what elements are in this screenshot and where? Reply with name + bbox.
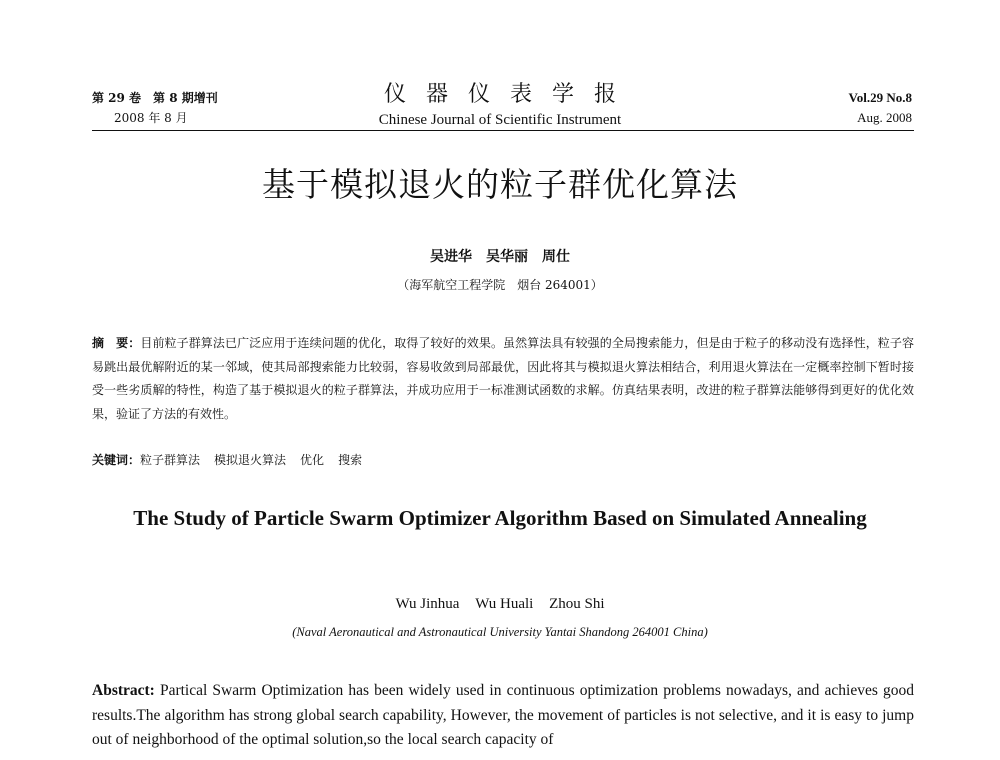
journal-name	[330, 80, 670, 130]
header-date-en: Aug. 2008	[857, 110, 912, 125]
journal-name-cn: 仪器仪表学报	[383, 82, 636, 107]
keywords-label-cn: 关键词：	[92, 453, 141, 467]
abstract-label-en: Abstract:	[92, 682, 155, 699]
author-name: Wu Jinhua	[395, 596, 460, 612]
journal-name-en: Chinese Journal of Scientific Instrument	[378, 112, 622, 128]
header-volume-issue-en: Vol.29 No.8	[848, 90, 912, 105]
authors-en	[100, 594, 900, 614]
header-volume-en	[752, 88, 912, 128]
keyword: 模拟退火算法	[214, 453, 287, 467]
header-volume-cn	[92, 88, 282, 128]
author-name: Zhou Shi	[549, 596, 605, 612]
keyword: 优化	[300, 453, 325, 467]
author-name: Wu Huali	[475, 596, 534, 612]
abstract-label-cn: 摘 要：	[92, 336, 141, 350]
keywords-cn	[92, 449, 914, 471]
header-date-cn: 2008 年 8 月	[114, 111, 188, 125]
abstract-text-cn: 目前粒子群算法已广泛应用于连续问题的优化，取得了较好的效果。虽然算法具有较强的全局搜索能力，但是由于粒子的移动没有选择性，粒子容易跳出最优解附近的某一邻域，使其局部搜索能力比较弱，容易收敛到局部最优，因此将其与模拟退火算法相结合，利用退火算法在一定概率控制下暂时接受一些劣质解的特性，构造了基于模拟退火的粒子群算法，并成功应用于一标准测试函数的求解。仿真结果表明，改进的粒子群算法能够得到更好的优化效果，验证了方法的有效性。	[92, 336, 914, 421]
affiliation-en: (Naval Aeronautical and Astronautical University Yantai Shandong 264001 China)	[292, 625, 708, 639]
keyword: 粒子群算法	[140, 453, 201, 467]
keyword: 搜索	[338, 453, 363, 467]
authors-cn: 吴进华 吴华丽 周仕	[430, 249, 570, 265]
affiliation-cn: （海军航空工程学院 烟台 264001）	[397, 278, 603, 292]
abstract-en	[92, 679, 914, 753]
header-rule	[92, 130, 914, 131]
paper-title-en: The Study of Particle Swarm Optimizer Algorithm Based on Simulated Annealing	[133, 506, 867, 530]
abstract-cn	[92, 332, 914, 426]
abstract-text-en: Partical Swarm Optimization has been widely used in continuous optimization problems nowadays, and achieves good results.The algorithm has strong global search capability, However, the movement of particles is not selective, and it is easy to jump out of neighborhood of the optimal solution,so the local search capacity of	[92, 682, 914, 748]
header-volume-issue-cn: 第 29 卷 第 8 期增刊	[92, 91, 218, 105]
paper-title-cn: 基于模拟退火的粒子群优化算法	[262, 165, 738, 204]
